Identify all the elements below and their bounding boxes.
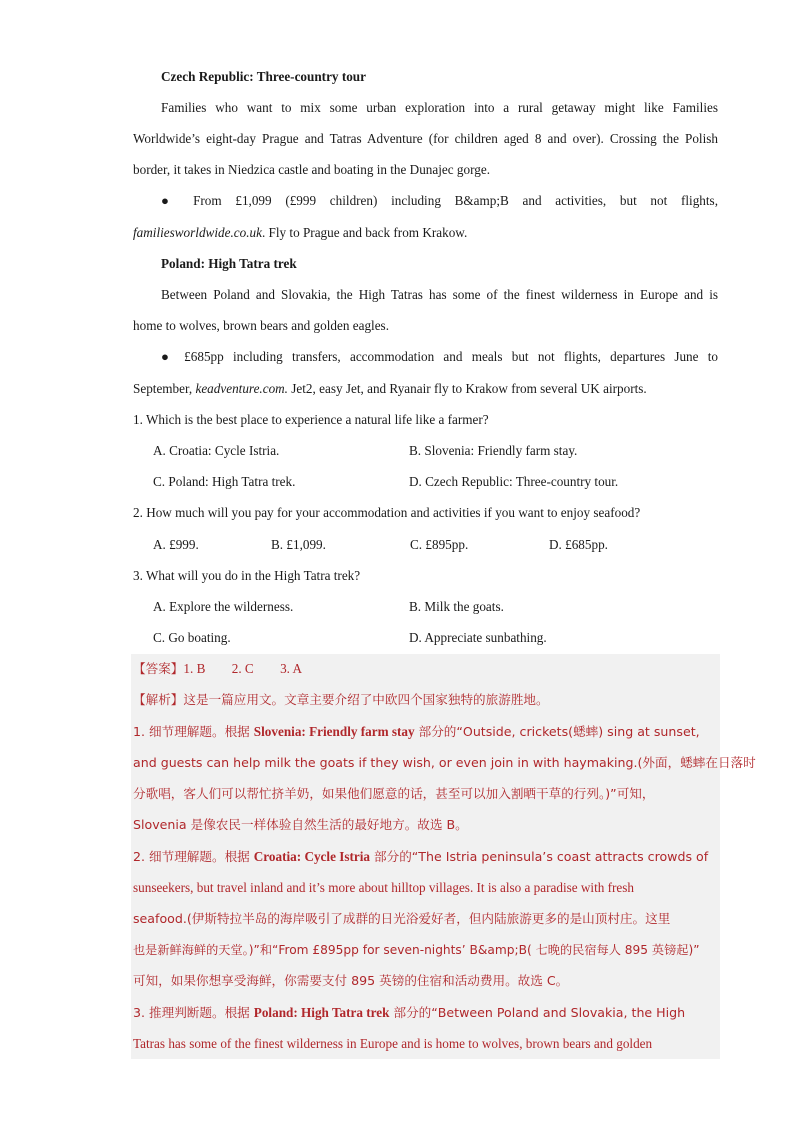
analysis-q2-line: sunseekers, but travel inland and it’s more about hilltop villages. It is also a paradise with fresh xyxy=(133,880,635,895)
poland-bullet-line xyxy=(133,381,718,397)
question-1-option-d: D. Czech Republic: Three-country tour. xyxy=(409,474,619,489)
czech-paragraph-line: border, it takes in Niedzica castle and boating in the Dunajec gorge. xyxy=(133,162,490,177)
analysis-intro-line xyxy=(133,692,718,708)
analysis-q3-line: Tatras has some of the finest wilderness in Europe and is home to wolves, brown bears and golden xyxy=(133,1036,653,1051)
question-3-option-c: C. Go boating. xyxy=(153,630,231,645)
analysis-text: 部分的“Between Poland and Slovakia, the High xyxy=(389,1005,686,1020)
website-link[interactable]: keadventure.com. xyxy=(195,381,288,396)
analysis-label: 【解析】 xyxy=(133,692,184,707)
question-3-option-b: B. Milk the goats. xyxy=(409,599,504,614)
question-stem-3: 3. What will you do in the High Tatra trek? xyxy=(133,568,361,583)
answer-line xyxy=(133,661,718,677)
question-2-option-d: D. £685pp. xyxy=(549,537,608,552)
poland-bullet-line: ● £685pp including transfers, accommodation and meals but not flights, departures June to xyxy=(161,349,718,364)
poland-bullet-text: Jet2, easy Jet, and Ryanair fly to Krakow from several UK airports. xyxy=(287,381,647,396)
question-stem-2: 2. How much will you pay for your accommodation and activities if you want to enjoy seafood? xyxy=(133,505,641,520)
analysis-intro: 这是一篇应用文。文章主要介绍了中欧四个国家独特的旅游胜地。 xyxy=(183,692,549,707)
section-reference: Poland: High Tatra trek xyxy=(253,1005,390,1020)
question-1-option-c: C. Poland: High Tatra trek. xyxy=(153,474,296,489)
analysis-q1-line: and guests can help milk the goats if they wish, or even join in with haymaking.(外面，蟋蟀在日落时 xyxy=(133,755,756,770)
analysis-q1-line: 分歌唱，客人们可以帮忙挤羊奶，如果他们愿意的话，甚至可以加入割晒干草的行列。)”可知， xyxy=(133,786,655,801)
website-link[interactable]: familiesworldwide.co.uk xyxy=(133,225,262,240)
section-heading-czech: Czech Republic: Three-country tour xyxy=(161,69,366,84)
section-reference: Slovenia: Friendly farm stay xyxy=(253,724,415,739)
analysis-q1-line: Slovenia 是像农民一样体验自然生活的最好地方。故选 B。 xyxy=(133,817,468,832)
section-heading-poland: Poland: High Tatra trek xyxy=(161,256,297,271)
czech-paragraph-line: Families who want to mix some urban exploration into a rural getaway might like Families xyxy=(161,100,718,115)
analysis-text: 部分的“Outside, crickets(蟋蟀) sing at sunset, xyxy=(414,724,700,739)
question-2-option-a: A. £999. xyxy=(153,537,199,552)
analysis-q2-line: 可知，如果你想享受海鲜，你需要支付 895 英镑的住宿和活动费用。故选 C。 xyxy=(133,973,569,988)
analysis-q2-line: seafood.(伊斯特拉半岛的海岸吸引了成群的日光浴爱好者，但内陆旅游更多的是山顶村庄。这里 xyxy=(133,911,671,926)
section-reference: Croatia: Cycle Istria xyxy=(253,849,370,864)
analysis-text: 1. 细节理解题。根据 xyxy=(133,724,254,739)
analysis-q2-line xyxy=(133,849,718,865)
answer-label: 【答案】 xyxy=(133,661,184,676)
poland-paragraph-line: Between Poland and Slovakia, the High Tatras has some of the finest wilderness in Europe and is xyxy=(161,287,718,302)
analysis-q3-line xyxy=(133,1005,718,1021)
question-2-option-b: B. £1,099. xyxy=(271,537,326,552)
czech-bullet-line: ● From £1,099 (£999 children) including B&amp;B and activities, but not flights, xyxy=(161,193,718,208)
question-3-option-a: A. Explore the wilderness. xyxy=(153,599,294,614)
czech-bullet-text: . Fly to Prague and back from Krakow. xyxy=(261,225,468,240)
analysis-text: 部分的“The Istria peninsula’s coast attracts crowds of xyxy=(370,849,709,864)
question-1-option-a: A. Croatia: Cycle Istria. xyxy=(153,443,280,458)
analysis-text: 2. 细节理解题。根据 xyxy=(133,849,254,864)
answer-values: 1. B 2. C 3. A xyxy=(183,661,303,676)
czech-paragraph-line: Worldwide’s eight-day Prague and Tatras Adventure (for children aged 8 and over). Crossing the Polish xyxy=(133,131,718,146)
czech-bullet-line xyxy=(133,225,718,241)
analysis-q1-line xyxy=(133,724,718,740)
question-2-option-c: C. £895pp. xyxy=(410,537,469,552)
poland-bullet-text: September, xyxy=(133,381,196,396)
poland-paragraph-line: home to wolves, brown bears and golden eagles. xyxy=(133,318,389,333)
analysis-text: 3. 推理判断题。根据 xyxy=(133,1005,254,1020)
analysis-q2-line: 也是新鲜海鲜的天堂。)”和“From £895pp for seven-nights’ B&amp;B( 七晚的民宿每人 895 英镑起)” xyxy=(133,943,700,957)
question-1-option-b: B. Slovenia: Friendly farm stay. xyxy=(409,443,578,458)
question-stem-1: 1. Which is the best place to experience a natural life like a farmer? xyxy=(133,412,489,427)
question-3-option-d: D. Appreciate sunbathing. xyxy=(409,630,547,645)
